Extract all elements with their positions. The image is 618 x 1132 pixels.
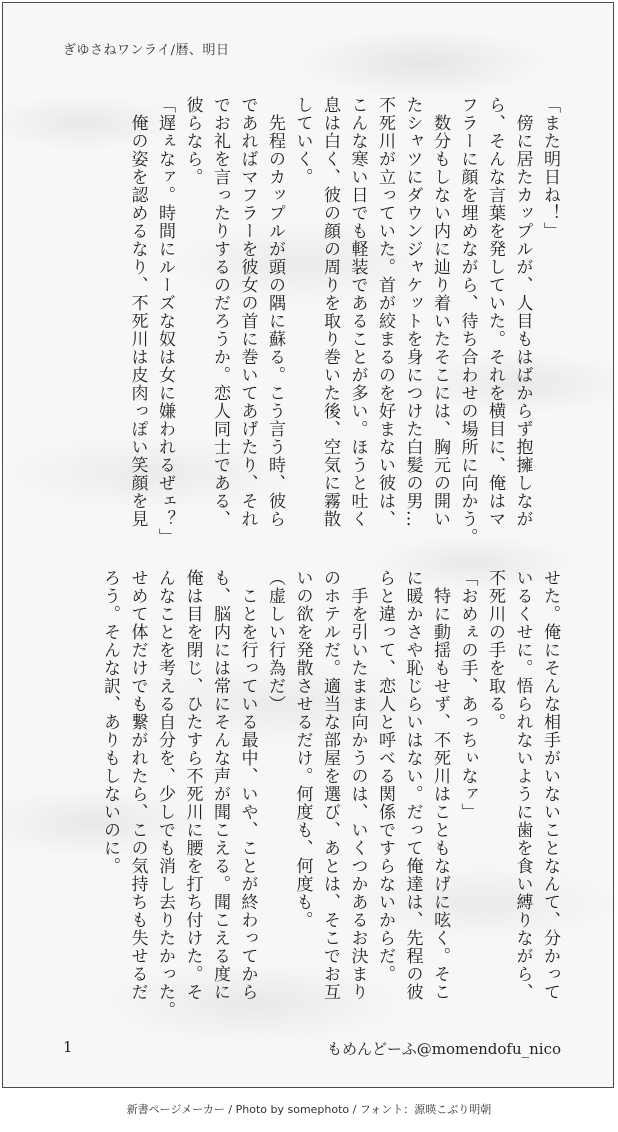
body-text-upper-block: 「また明日ね！」 傍に居たカップルが、人目もはばからず抱擁しなが ら、そんな言葉を発していた。それを横目に、俺はマ フラーに顔を埋めながら、待ち合わせの場所に向かう。 数分もしない内に辿り着いたそこには、胸元の開い たシャツにダウンジャケットを身につけた白髪の男… 不死川が立っていた。首が絞まるのを好まない彼は、 こんな寒い日でも軽装であることが多い。ほうと吐く 息は白く、彼の顔の周りを取り巻いた後、空気に霧散 していく。 先程のカップルが頭の隅に蘇る。こう言う時、彼ら であればマフラーを彼女の首に巻いてあげたり、それ でお礼を言ったりするのだろうか。恋人同士である、 彼らなら。 「遅ぇなァ。時間にルーズな奴は女に嫌われるぜェ？」 俺の姿を認めるなり、不死川は皮肉っぽい笑顔を見: [127, 96, 560, 546]
body-text-lower-block: せた。俺にそんな相手がいないことなんて、分かって いるくせに。悟られないように歯を食い縛りながら、 不死川の手を取る。 「おめぇの手、あっちぃなァ」 特に動揺もせず、不死川はこともなげに呟く。そこ に暖かさや恥じらいはない。だって俺達は、先程の彼 らと違って、恋人と呼べる関係ですらないからだ。 手を引いたまま向かうのは、いくつかあるお決まり のホテルだ。適当な部屋を選び、あとは、そこでお互 いの欲を発散させるだけ。何度も、何度も。 （虚しい行為だ） ことを行っている最中、いや、ことが終わってから も、脳内には常にそんな声が聞こえる。聞こえる度に 俺は目を閉じ、ひたすら不死川に腰を打ち付けた。そ んなことを考える自分を、少しでも消し去りたかった。 せめて体だけでも繋がれたら、この気持ちも失せるだ ろう。そんな訳、ありもしないのに。: [100, 569, 560, 1019]
novel-page: [2, 2, 614, 1088]
page-number: 1: [63, 1038, 73, 1056]
author-credit: もめんどーふ@momendofu_nico: [327, 1040, 561, 1058]
generator-credit: 新書ページメーカー / Photo by somephoto / フォント：源暎こぶり明朝: [126, 1103, 492, 1116]
page-header-title: ぎゆさねワンライ/暦、明日: [63, 43, 230, 58]
